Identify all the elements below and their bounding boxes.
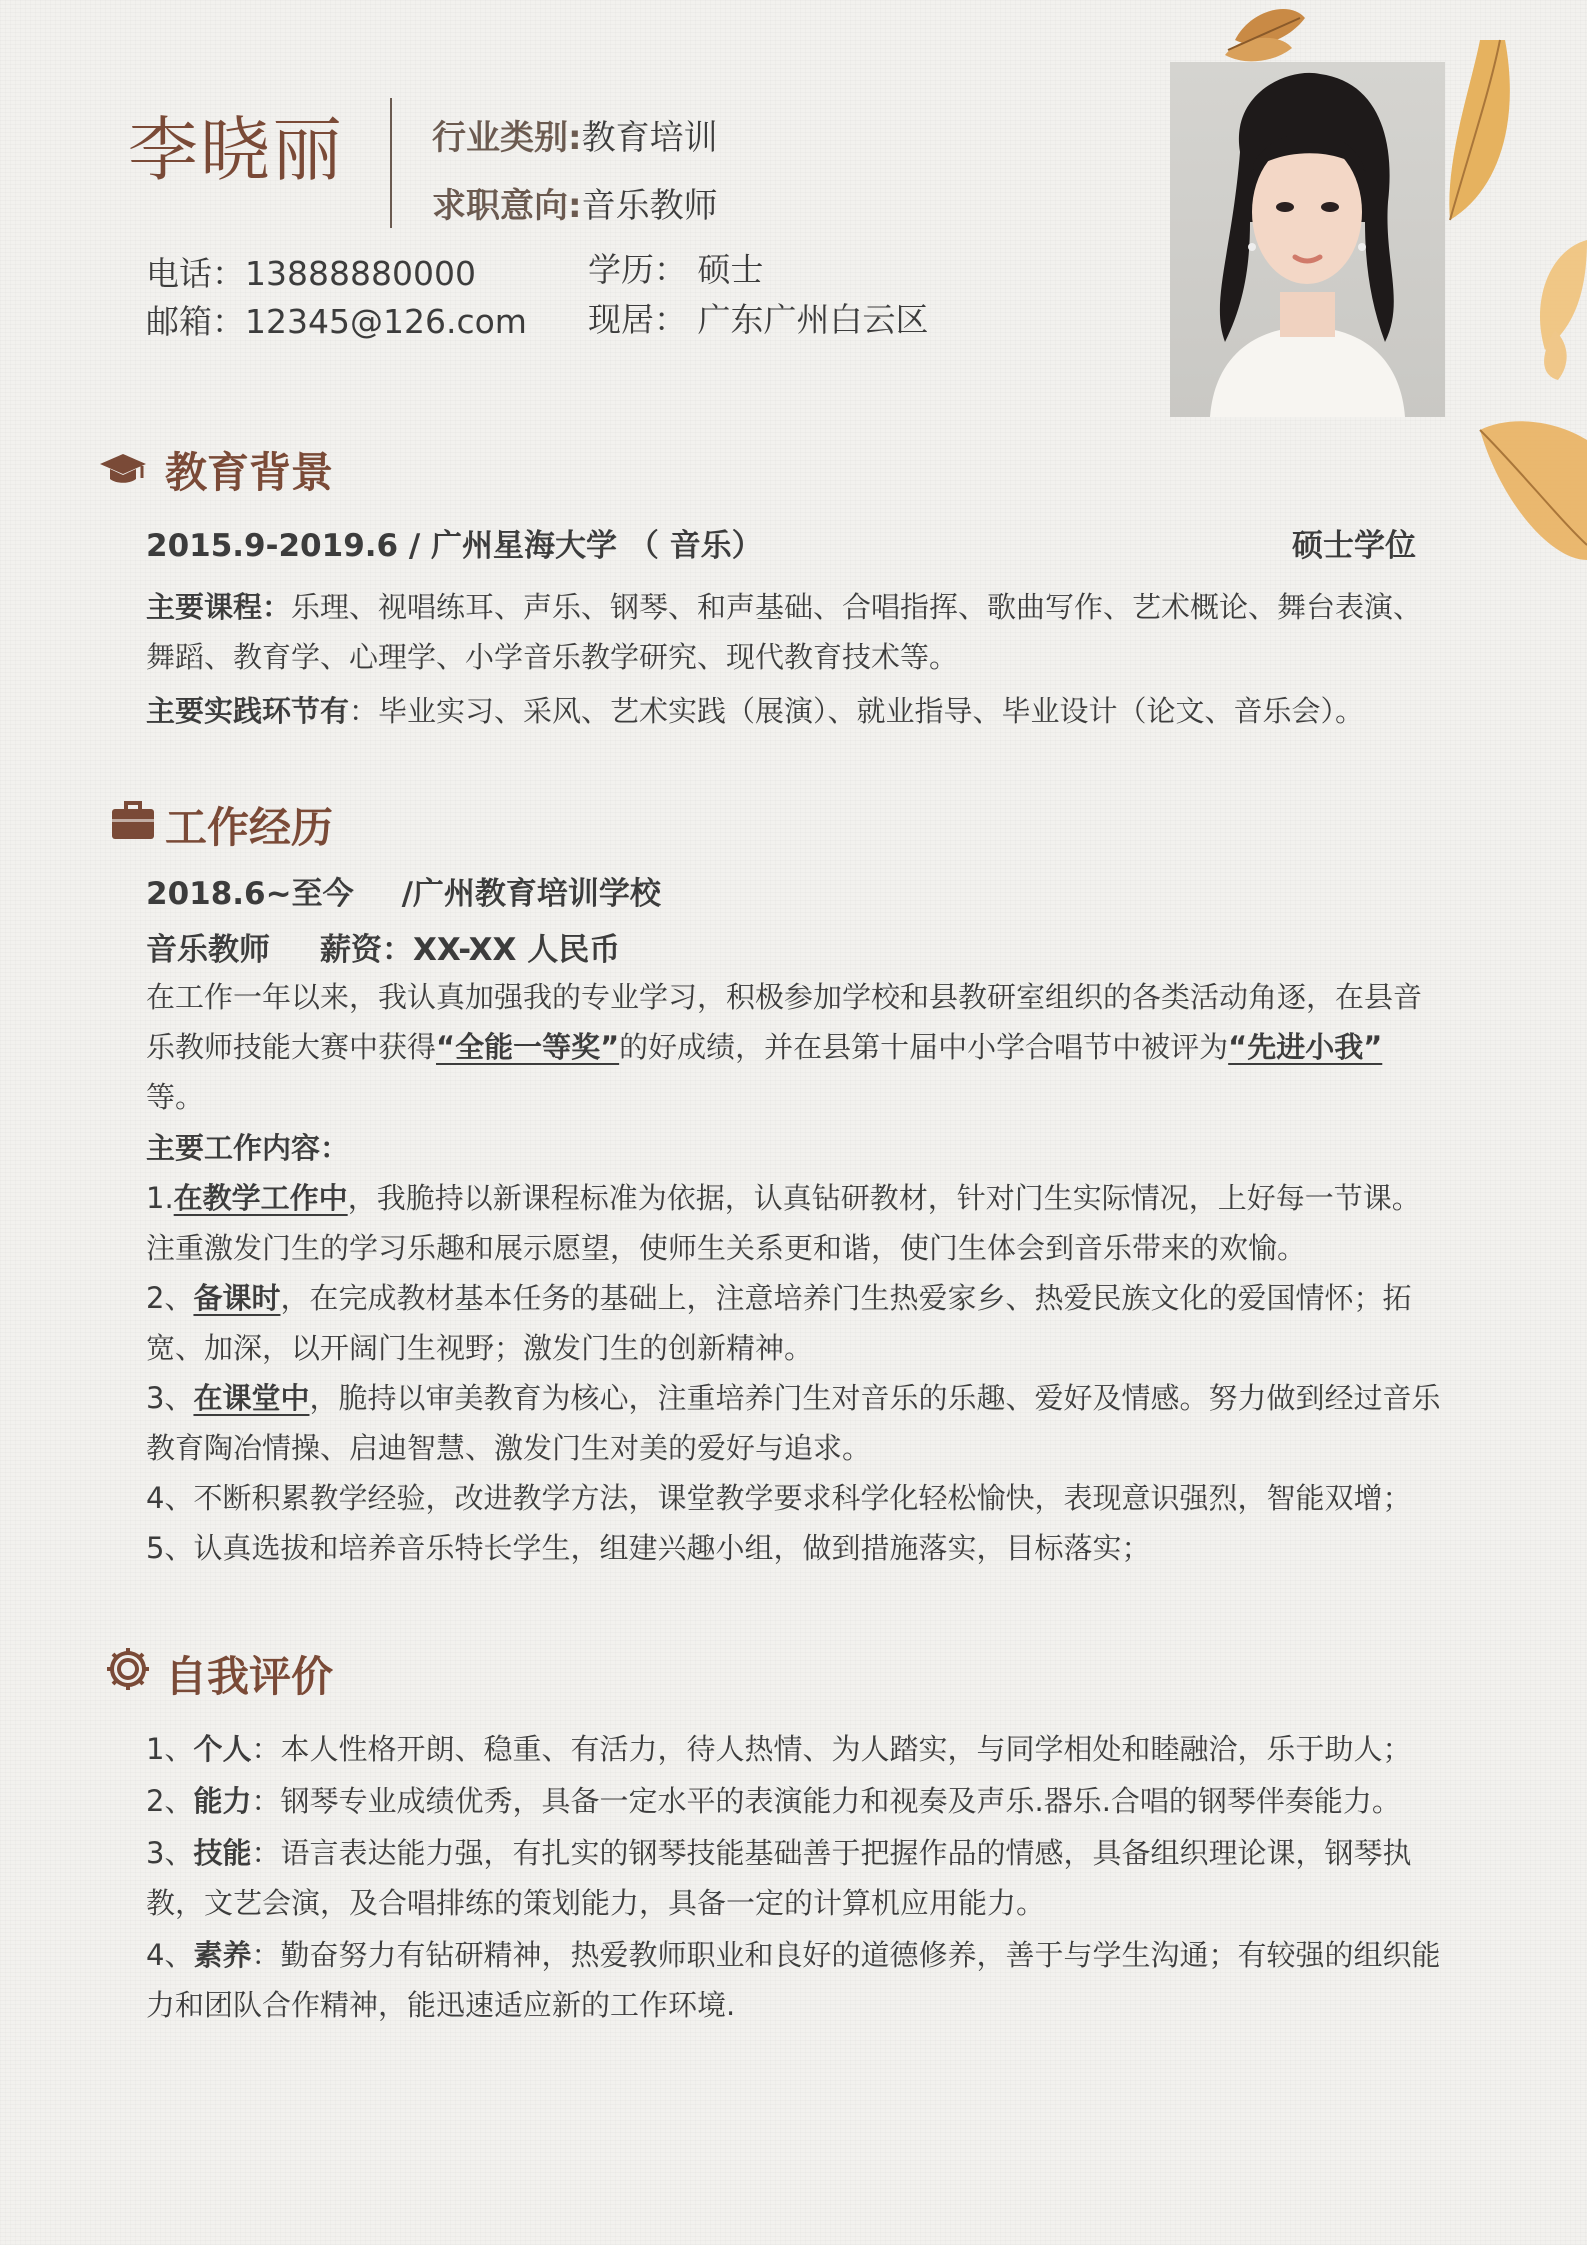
residence: 现居： 广东广州白云区 xyxy=(588,300,929,339)
industry-value: 教育培训 xyxy=(581,118,718,158)
job-position-salary xyxy=(146,924,620,969)
leaf-top xyxy=(1225,9,1305,61)
job-period: 2018.6~至今 xyxy=(146,876,354,912)
practice-label: 主要实践环节有 xyxy=(146,694,350,728)
work-item: 3、在课堂中，脆持以审美教育为核心，注重培养门生对音乐的乐趣、爱好及情感。努力做到经过音乐教育陶冶情操、启迪智慧、激发门生对美的爱好与追求。 xyxy=(146,1381,1441,1465)
industry-row xyxy=(432,110,718,159)
industry-label: 行业类别: xyxy=(432,118,582,158)
award-2: “先进小我” xyxy=(1228,1030,1383,1064)
self-item: 3、技能：语言表达能力强，有扎实的钢琴技能基础善于把握作品的情感，具备组织理论课，钢琴执教，文艺会演，及合唱排练的策划能力，具备一定的计算机应用能力。 xyxy=(146,1836,1412,1920)
leaf-right-lower xyxy=(1480,421,1587,560)
self-item-keyword: 能力 xyxy=(193,1784,252,1818)
job-intent-row xyxy=(432,178,718,227)
header-divider xyxy=(390,98,392,228)
practice-text: ：毕业实习、采风、艺术实践（展演）、就业指导、毕业设计（论文、音乐会）。 xyxy=(349,694,1365,728)
award-1: “全能一等奖” xyxy=(436,1030,620,1064)
job-period-company xyxy=(146,868,661,913)
courses-label: 主要课程： xyxy=(146,590,292,624)
self-item: 2、能力：钢琴专业成绩优秀，具备一定水平的表演能力和视奏及声乐.器乐.合唱的钢琴伴奏能力。 xyxy=(146,1784,1401,1818)
work-intro-part3: 等。 xyxy=(146,1080,205,1114)
job-intent-value: 音乐教师 xyxy=(581,186,718,226)
job-intent-label: 求职意向: xyxy=(432,186,582,226)
work-intro-part1: 在工作一年以来，我认真加强我的专业学习，积极参加学校和县教研室组织的各类活动角逐，在县音乐教师技能大赛中获得 xyxy=(146,980,1423,1064)
job-salary: 薪资：XX-XX 人民币 xyxy=(320,932,621,968)
work-item: 1.在教学工作中，我脆持以新课程标准为依据，认真钻研教材，针对门生实际情况，上好每一节课。注重激发门生的学习乐趣和展示愿望，使师生关系更和谐，使门生体会到音乐带来的欢愉。 xyxy=(146,1181,1421,1265)
leaf-sprig xyxy=(1544,330,1567,380)
gear-icon xyxy=(103,1644,153,1694)
work-item-keyword: 备课时 xyxy=(193,1281,281,1315)
self-item: 4、素养：勤奋努力有钻研精神，热爱教师职业和良好的道德修养，善于与学生沟通；有较强的组织能力和团队合作精神，能迅速适应新的工作环境. xyxy=(146,1938,1441,2022)
self-evaluation-section-title: 自我评价 xyxy=(165,1652,334,1701)
education-level: 学历： 硕士 xyxy=(588,250,764,289)
work-intro-part2: 的好成绩，并在县第十届中小学合唱节中被评为 xyxy=(619,1030,1229,1064)
profile-photo xyxy=(1170,62,1445,417)
education-period-school: 2015.9-2019.6 / 广州星海大学 （ 音乐） xyxy=(146,528,763,564)
phone: 电话：13888880000 xyxy=(146,254,476,293)
leaf-upper-right xyxy=(1449,40,1510,220)
education-practice xyxy=(146,686,1446,736)
self-item-keyword: 素养 xyxy=(193,1938,252,1972)
email: 邮箱：12345@126.com xyxy=(146,302,527,341)
education-degree: 硕士学位 xyxy=(1292,528,1416,564)
job-company: /广州教育培训学校 xyxy=(401,876,661,912)
work-item-keyword: 在课堂中 xyxy=(193,1381,310,1415)
work-item: 5、认真选拔和培养音乐特长学生，组建兴趣小组，做到措施落实，目标落实； xyxy=(146,1531,1151,1565)
work-section-title: 工作经历 xyxy=(165,803,334,852)
self-evaluation-list xyxy=(146,1724,1446,2030)
self-item-keyword: 个人 xyxy=(193,1732,252,1766)
self-item-keyword: 技能 xyxy=(193,1836,252,1870)
graduation-cap-icon xyxy=(98,442,148,492)
work-intro xyxy=(146,972,1446,1122)
job-position: 音乐教师 xyxy=(146,932,270,968)
work-content-list xyxy=(146,1173,1446,1573)
courses-text: 乐理、视唱练耳、声乐、钢琴、和声基础、合唱指挥、歌曲写作、艺术概论、舞台表演、舞蹈、教育学、心理学、小学音乐教学研究、现代教育技术等。 xyxy=(146,590,1423,674)
work-item: 2、备课时，在完成教材基本任务的基础上，注意培养门生热爱家乡、热爱民族文化的爱国情怀；拓宽、加深，以开阔门生视野；激发门生的创新精神。 xyxy=(146,1281,1412,1365)
candidate-name: 李晓丽 xyxy=(128,109,344,191)
leaf-right-middle xyxy=(1540,240,1587,350)
work-item-keyword: 在教学工作中 xyxy=(173,1181,348,1215)
education-section-title: 教育背景 xyxy=(165,448,334,497)
self-item: 1、个人：本人性格开朗、稳重、有活力，待人热情、为人踏实，与同学相处和睦融洽，乐于助人； xyxy=(146,1732,1412,1766)
work-content-label: 主要工作内容： xyxy=(146,1131,350,1165)
work-item: 4、不断积累教学经验，改进教学方法，课堂教学要求科学化轻松愉快，表现意识强烈，智能双增； xyxy=(146,1481,1412,1515)
briefcase-icon xyxy=(108,795,158,845)
education-courses xyxy=(146,582,1446,682)
